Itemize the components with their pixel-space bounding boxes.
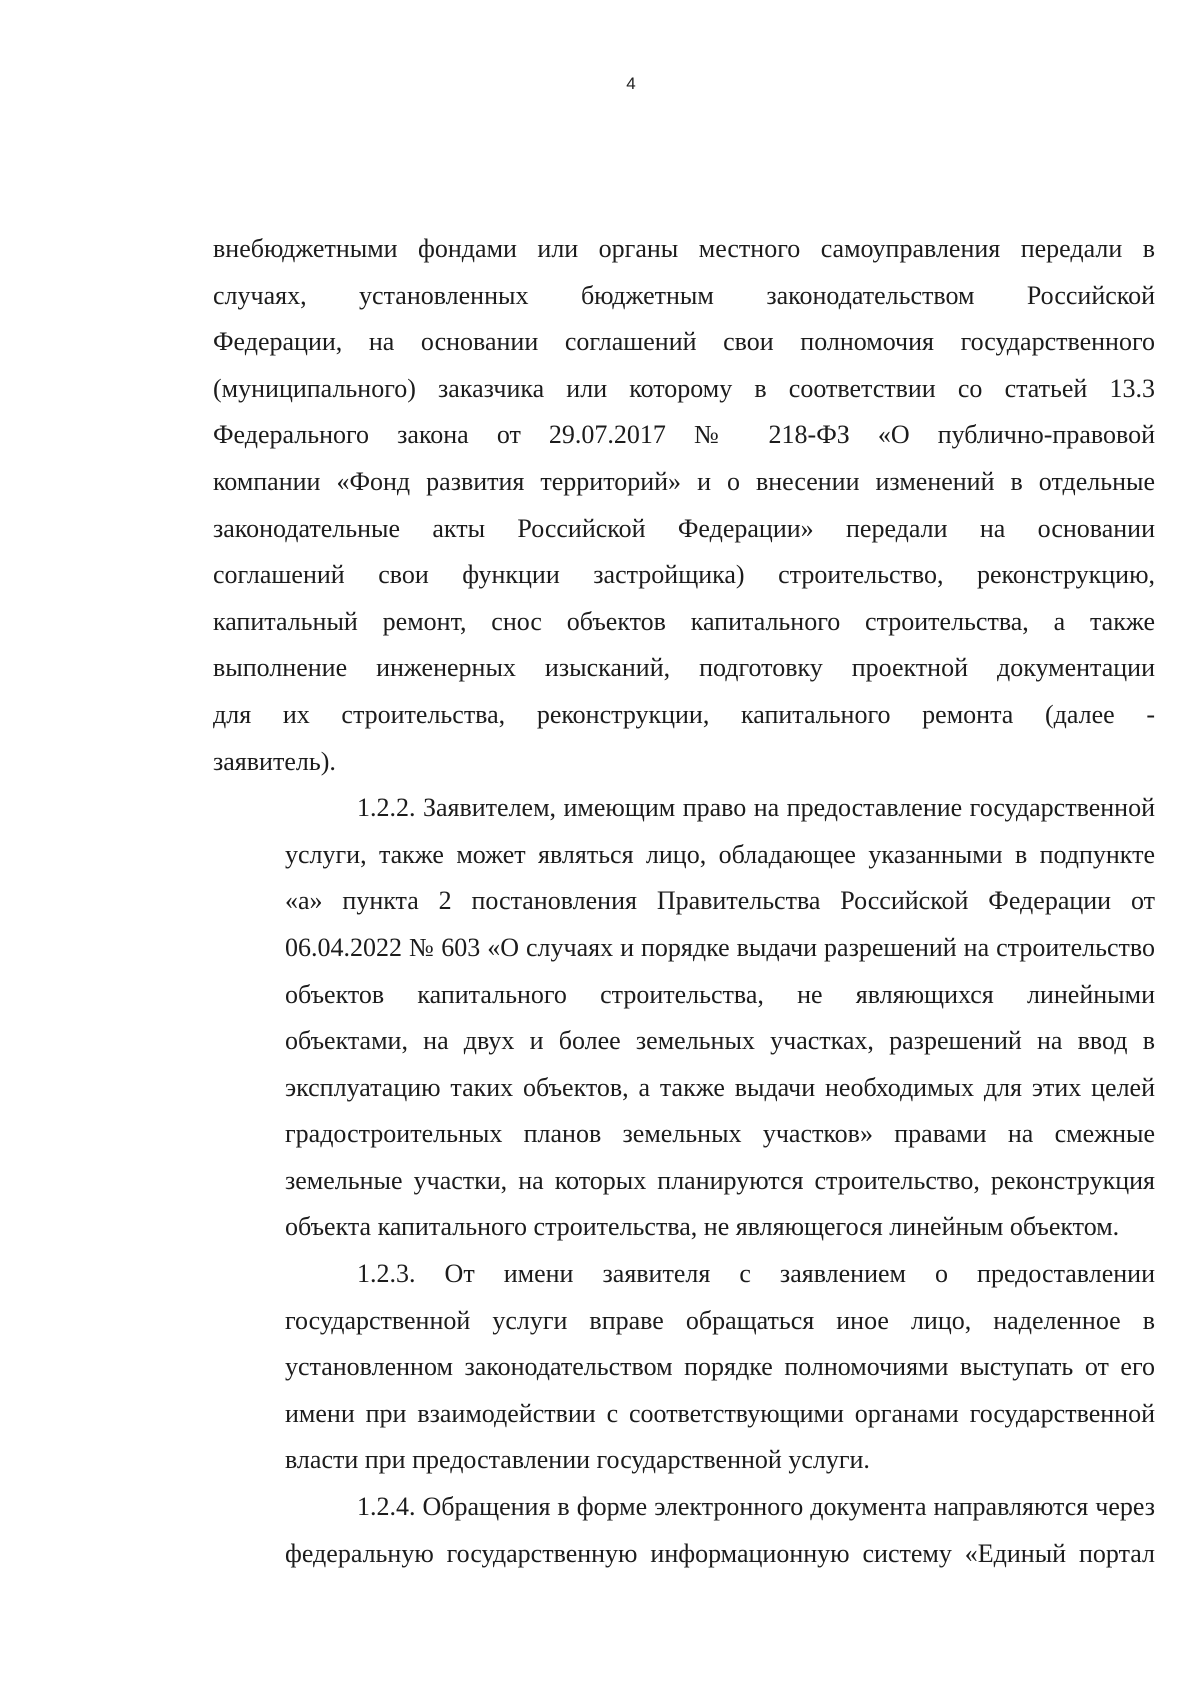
- text-line: власти при предоставлении государственной услуги.: [285, 1445, 870, 1475]
- text-line: градостроительных планов земельных участков» правами на смежные: [285, 1119, 1155, 1149]
- text-line: федеральную государственную информационную систему «Единый портал: [285, 1538, 1155, 1568]
- text-line: установленном законодательством порядке полномочиями выступать от его: [285, 1352, 1155, 1382]
- paragraph-2: [213, 785, 1155, 1251]
- text-line: 1.2.2. Заявителем, имеющим право на предоставление государственной: [357, 793, 1155, 823]
- text-line: случаях, установленных бюджетным законодательством Российской: [213, 280, 1155, 310]
- text-line: объекта капитального строительства, не являющегося линейным объектом.: [285, 1212, 1120, 1242]
- text-line: 1.2.3. От имени заявителя с заявлением о предоставлении: [357, 1259, 1155, 1289]
- text-line: государственной услуги вправе обращаться иное лицо, наделенное в: [285, 1305, 1155, 1335]
- text-line: законодательные акты Российской Федерации» передали на основании: [213, 513, 1155, 543]
- text-line: объектами, на двух и более земельных участках, разрешений на ввод в: [285, 1026, 1155, 1056]
- text-line: объектов капитального строительства, не являющихся линейными: [285, 979, 1155, 1009]
- text-line: капитальный ремонт, снос объектов капитального строительства, а также: [213, 606, 1155, 636]
- text-line: «а» пункта 2 постановления Правительства Российской Федерации от: [285, 886, 1155, 916]
- paragraph-4: [213, 1484, 1155, 1577]
- text-line: имени при взаимодействии с соответствующими органами государственной: [285, 1398, 1155, 1428]
- text-line: 06.04.2022 № 603 «О случаях и порядке выдачи разрешений на строительство: [285, 932, 1155, 962]
- paragraph-3: [213, 1251, 1155, 1484]
- text-line: соглашений свои функции застройщика) строительство, реконструкцию,: [213, 560, 1155, 590]
- text-line: эксплуатацию таких объектов, а также выдачи необходимых для этих целей: [285, 1072, 1155, 1102]
- text-line: Федерального закона от 29.07.2017 № 218-ФЗ «О публично-правовой: [213, 420, 1155, 450]
- text-line: земельные участки, на которых планируются строительство, реконструкция: [285, 1165, 1155, 1195]
- text-line: внебюджетными фондами или органы местного самоуправления передали в: [213, 234, 1155, 263]
- paragraph-1: [213, 226, 1155, 785]
- text-line: выполнение инженерных изысканий, подготовку проектной документации: [213, 653, 1155, 683]
- text-line: компании «Фонд развития территорий» и о внесении изменений в отдельные: [213, 466, 1155, 496]
- page-number: 4: [626, 74, 636, 93]
- document-body: [213, 226, 1155, 1577]
- text-line: Федерации, на основании соглашений свои полномочия государственного: [213, 327, 1155, 357]
- text-line: (муниципального) заказчика или которому в соответствии со статьей 13.3: [213, 373, 1155, 403]
- text-line: для их строительства, реконструкции, капитального ремонта (далее -: [213, 699, 1155, 729]
- text-line: услуги, также может являться лицо, обладающее указанными в подпункте: [285, 839, 1155, 869]
- text-line: заявитель).: [213, 746, 336, 776]
- text-line: 1.2.4. Обращения в форме электронного документа направляются через: [357, 1492, 1155, 1522]
